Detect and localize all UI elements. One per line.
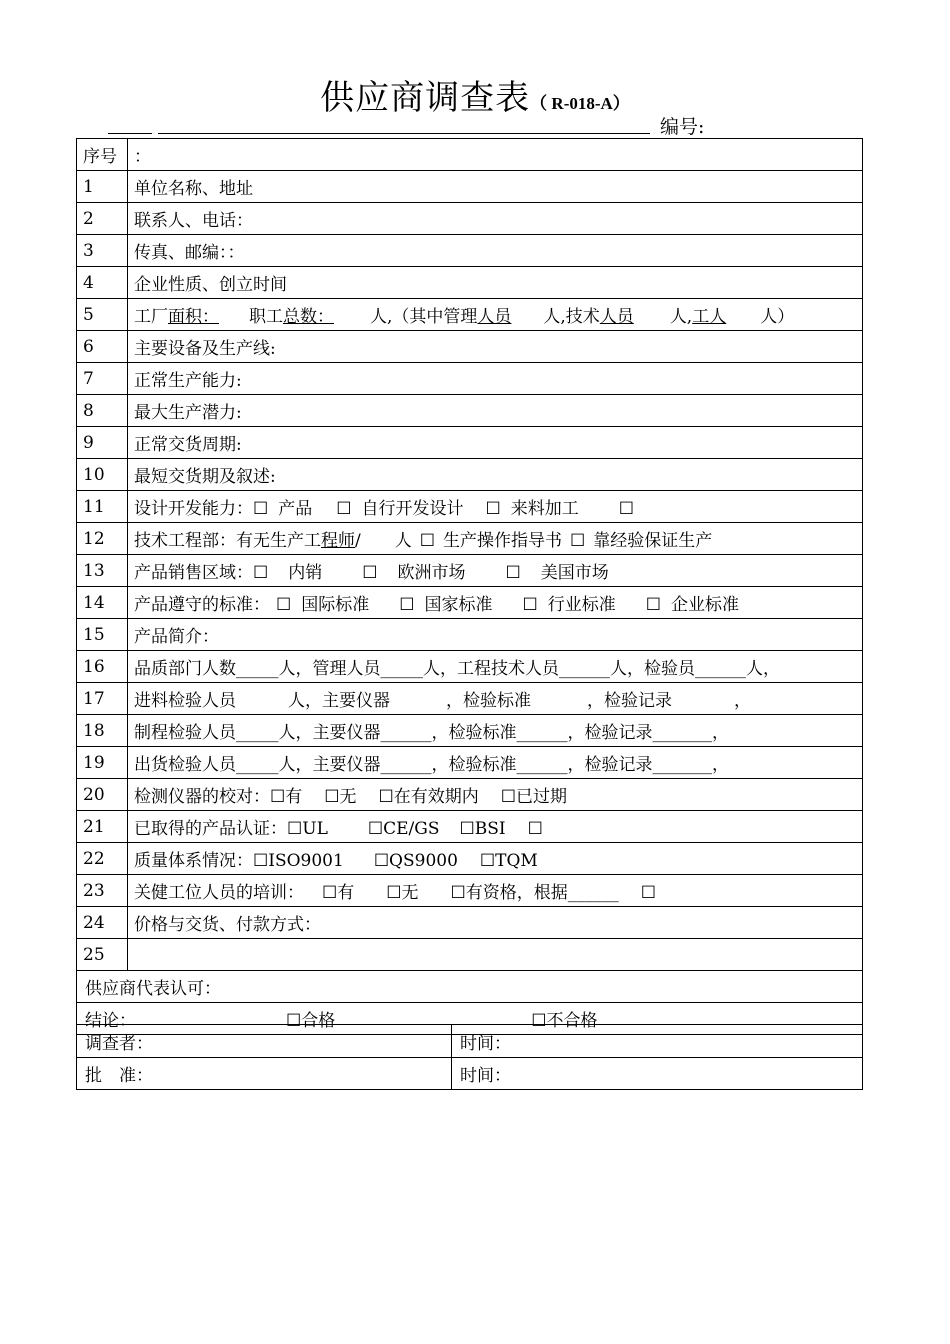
checkbox-ul[interactable]: ☐UL <box>287 819 328 839</box>
row-text-price-payment[interactable]: 价格与交货、付款方式： <box>128 907 863 939</box>
serial-number-label: 编号: <box>660 116 705 138</box>
row-text-process-inspection[interactable]: 制程检验人员_____人，主要仪器______，检验标准______，检验记录_______， <box>128 715 863 747</box>
table-row <box>77 267 863 299</box>
checkbox-calibration-yes[interactable]: ☐有 <box>270 787 303 807</box>
row-number: 20 <box>77 779 128 811</box>
row-text-normal-capacity[interactable]: 正常生产能力: <box>128 363 863 395</box>
row-number: 8 <box>77 395 128 427</box>
checkbox-fail[interactable]: ☐不合格 <box>531 1011 598 1031</box>
table-row <box>77 587 863 619</box>
row-text-sales-region: 产品销售区域：☐ 内销 ☐ 欧洲市场 ☐ 美国市场 <box>128 555 863 587</box>
row-text-contact[interactable]: 联系人、电话： <box>128 203 863 235</box>
table-row <box>77 843 863 875</box>
table-row <box>77 619 863 651</box>
row-number: 10 <box>77 459 128 491</box>
table-row <box>77 555 863 587</box>
row-number: 2 <box>77 203 128 235</box>
table-row <box>77 363 863 395</box>
checkbox-training-other[interactable]: ☐ <box>640 883 656 903</box>
row-text-training: 关健工位人员的培训： ☐有 ☐无 ☐有资格，根据______ ☐ <box>128 875 863 907</box>
table-row <box>77 235 863 267</box>
row-number: 7 <box>77 363 128 395</box>
table-header-row <box>77 139 863 171</box>
checkbox-enterprise-standard[interactable]: ☐ <box>645 595 661 615</box>
checkbox-domestic[interactable]: ☐ <box>253 563 269 583</box>
row-number: 18 <box>77 715 128 747</box>
row-number: 9 <box>77 427 128 459</box>
row-number: 23 <box>77 875 128 907</box>
checkbox-calibration-no[interactable]: ☐无 <box>324 787 357 807</box>
header-serial: 序号 <box>77 139 128 171</box>
row-text-max-capacity[interactable]: 最大生产潜力: <box>128 395 863 427</box>
row-number: 19 <box>77 747 128 779</box>
approval-time-label[interactable]: 时间： <box>452 1058 863 1090</box>
table-row <box>77 171 863 203</box>
checkbox-experience[interactable]: ☐ <box>569 531 586 551</box>
row-text-calibration: 检测仪器的校对：☐有 ☐无 ☐在有效期内 ☐已过期 <box>128 779 863 811</box>
table-row <box>77 331 863 363</box>
row-text-product-intro[interactable]: 产品简介： <box>128 619 863 651</box>
row-number: 17 <box>77 683 128 715</box>
header-underline-long <box>158 133 650 134</box>
supplier-rep-row <box>77 971 863 1003</box>
row-text-equipment[interactable]: 主要设备及生产线: <box>128 331 863 363</box>
checkbox-national-standard[interactable]: ☐ <box>399 595 415 615</box>
checkbox-tqm[interactable]: ☐TQM <box>479 851 538 871</box>
checkbox-iso9001[interactable]: ☐ISO9001 <box>253 851 344 871</box>
table-row <box>77 811 863 843</box>
checkbox-intl-standard[interactable]: ☐ <box>276 595 292 615</box>
row-text-incoming-inspection[interactable]: 进料检验人员 人，主要仪器 ，检验标准 ，检验记录 ， <box>128 683 863 715</box>
table-row <box>77 203 863 235</box>
checkbox-ce-gs[interactable]: ☐CE/GS <box>367 819 440 839</box>
checkbox-qs9000[interactable]: ☐QS9000 <box>373 851 458 871</box>
row-number: 14 <box>77 587 128 619</box>
header-content: ： <box>128 139 863 171</box>
table-row <box>77 491 863 523</box>
investigator-time-label[interactable]: 时间： <box>452 1025 863 1058</box>
table-row <box>77 875 863 907</box>
header-underline-short <box>108 133 152 134</box>
investigator-label[interactable]: 调查者： <box>77 1025 452 1058</box>
row-number: 5 <box>77 299 128 331</box>
table-row <box>77 779 863 811</box>
row-number: 1 <box>77 171 128 203</box>
table-row <box>77 747 863 779</box>
checkbox-calibration-expired[interactable]: ☐已过期 <box>500 787 567 807</box>
row-number: 15 <box>77 619 128 651</box>
table-row <box>77 523 863 555</box>
row-text-quality-system: 质量体系情况：☐ISO9001 ☐QS9000 ☐TQM <box>128 843 863 875</box>
row-number: 6 <box>77 331 128 363</box>
table-row <box>77 683 863 715</box>
row-text-fax[interactable]: 传真、邮编：： <box>128 235 863 267</box>
checkbox-usa[interactable]: ☐ <box>505 563 521 583</box>
row-text-factory-area[interactable]: 工厂面积： 职工总数： 人,（其中管理人员 人,技术人员 人,工人 人） <box>128 299 863 331</box>
table-row <box>77 395 863 427</box>
checkbox-bsi[interactable]: ☐BSI <box>459 819 506 839</box>
row-number: 12 <box>77 523 128 555</box>
row-text-outgoing-inspection[interactable]: 出货检验人员_____人，主要仪器______，检验标准______，检验记录_______， <box>128 747 863 779</box>
signature-table <box>76 1024 863 1090</box>
checkbox-pass[interactable]: ☐合格 <box>286 1011 336 1031</box>
row-text-company-name[interactable]: 单位名称、地址 <box>128 171 863 203</box>
conclusion-label: 结论： <box>85 1011 136 1031</box>
table-row <box>77 939 863 971</box>
row-text-standards: 产品遵守的标准： ☐ 国际标准 ☐ 国家标准 ☐ 行业标准 ☐ 企业标准 <box>128 587 863 619</box>
checkbox-training-qualified[interactable]: ☐有资格，根据 <box>450 883 568 903</box>
form-title: 供应商调查表 <box>320 78 531 118</box>
row-text-engineering: 技术工程部：有无生产工程师/ 人 ☐ 生产操作指导书 ☐ 靠经验保证生产 <box>128 523 863 555</box>
row-text-design-capability: 设计开发能力：☐ 产品 ☐ 自行开发设计 ☐ 来料加工 ☐ <box>128 491 863 523</box>
row-number: 13 <box>77 555 128 587</box>
table-row <box>77 715 863 747</box>
row-number: 16 <box>77 651 128 683</box>
checkbox-training-yes[interactable]: ☐有 <box>322 883 355 903</box>
table-row <box>77 651 863 683</box>
checkbox-europe[interactable]: ☐ <box>362 563 378 583</box>
row-text-qa-staff[interactable]: 品质部门人数_____人，管理人员_____人，工程技术人员______人，检验员______人， <box>128 651 863 683</box>
row-number: 22 <box>77 843 128 875</box>
row-text-enterprise-nature[interactable]: 企业性质、创立时间 <box>128 267 863 299</box>
checkbox-cert-other[interactable]: ☐ <box>527 819 543 839</box>
checkbox-work-instruction[interactable]: ☐ <box>419 531 435 551</box>
row-number: 24 <box>77 907 128 939</box>
row-number: 3 <box>77 235 128 267</box>
checkbox-self-design[interactable]: ☐ <box>336 499 352 519</box>
checkbox-oem[interactable]: ☐ <box>485 499 501 519</box>
row-text-shortest-delivery[interactable]: 最短交货期及叙述: <box>128 459 863 491</box>
checkbox-training-no[interactable]: ☐无 <box>386 883 419 903</box>
row-number: 25 <box>77 939 128 971</box>
row-text-delivery-cycle[interactable]: 正常交货周期: <box>128 427 863 459</box>
table-row <box>77 907 863 939</box>
form-code: （ R-018-A） <box>530 94 630 113</box>
table-row <box>77 459 863 491</box>
row-number: 4 <box>77 267 128 299</box>
table-row <box>77 299 863 331</box>
investigator-row <box>77 1025 863 1058</box>
row-text-blank[interactable] <box>128 939 863 971</box>
row-text-certification: 已取得的产品认证：☐UL ☐CE/GS ☐BSI ☐ <box>128 811 863 843</box>
table-row <box>77 427 863 459</box>
approval-label[interactable]: 批 准： <box>77 1058 452 1090</box>
checkbox-calibration-valid[interactable]: ☐在有效期内 <box>378 787 479 807</box>
supplier-rep-label[interactable]: 供应商代表认可： <box>77 971 863 1003</box>
row-number: 11 <box>77 491 128 523</box>
checkbox-other[interactable]: ☐ <box>618 499 634 519</box>
survey-table <box>76 138 863 1035</box>
page-header <box>0 70 950 119</box>
approval-row <box>77 1058 863 1090</box>
checkbox-industry-standard[interactable]: ☐ <box>522 595 538 615</box>
checkbox-product[interactable]: ☐ <box>253 499 269 519</box>
row-number: 21 <box>77 811 128 843</box>
